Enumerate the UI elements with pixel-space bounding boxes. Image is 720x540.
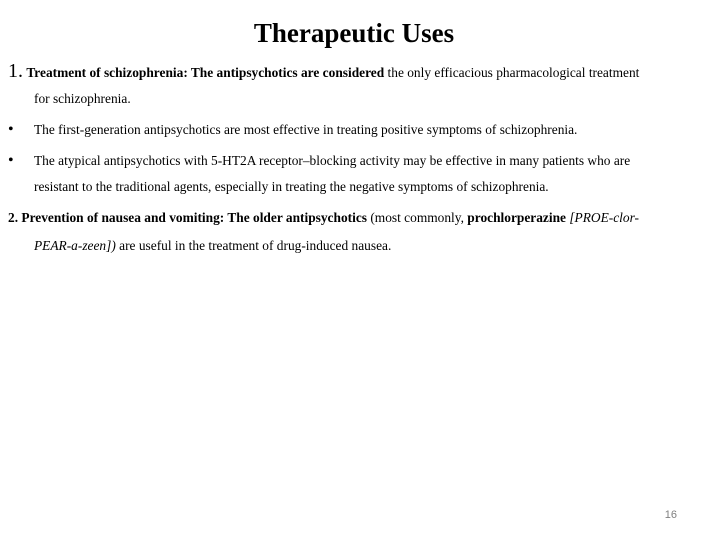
item-1-continuation: for schizophrenia. [34, 91, 131, 106]
item-2-text-b: are useful in the treatment of drug-induced nausea. [115, 238, 392, 253]
bullet-1-text: The first-generation antipsychotics are most effective in treating positive symptoms of schizophrenia. [34, 122, 578, 137]
bullet-2-continuation: resistant to the traditional agents, especially in treating the negative symptoms of schizophrenia. [34, 179, 549, 194]
bullet-2-text: The atypical antipsychotics with 5-HT2A receptor–blocking activity may be effective in many patients who are [34, 153, 631, 168]
item-2-text-a: (most commonly, [366, 210, 468, 225]
item-1-text: the only efficacious pharmacological treatment [384, 65, 640, 80]
item-2-heading: 2. Prevention of nausea and vomiting: The older antipsychotics [8, 210, 367, 225]
item-2-pronunciation-cont: PEAR-a-zeen]) [34, 238, 116, 253]
slide-title: Therapeutic Uses [253, 18, 455, 48]
item-2-pronunciation: [PROE-clor- [565, 210, 639, 225]
item-2-continuation [34, 231, 391, 261]
bullet-1 [8, 115, 577, 145]
bullet-1-glyph: • [8, 121, 14, 138]
item-2-line [8, 203, 639, 233]
item-2-drug: prochlorperazine [467, 210, 566, 225]
page-number: 16 [664, 509, 677, 521]
item-1-heading: Treatment of schizophrenia: The antipsychotics are considered [26, 65, 385, 80]
item-1-number: 1. [8, 60, 23, 82]
bullet-2-glyph: • [8, 152, 14, 169]
